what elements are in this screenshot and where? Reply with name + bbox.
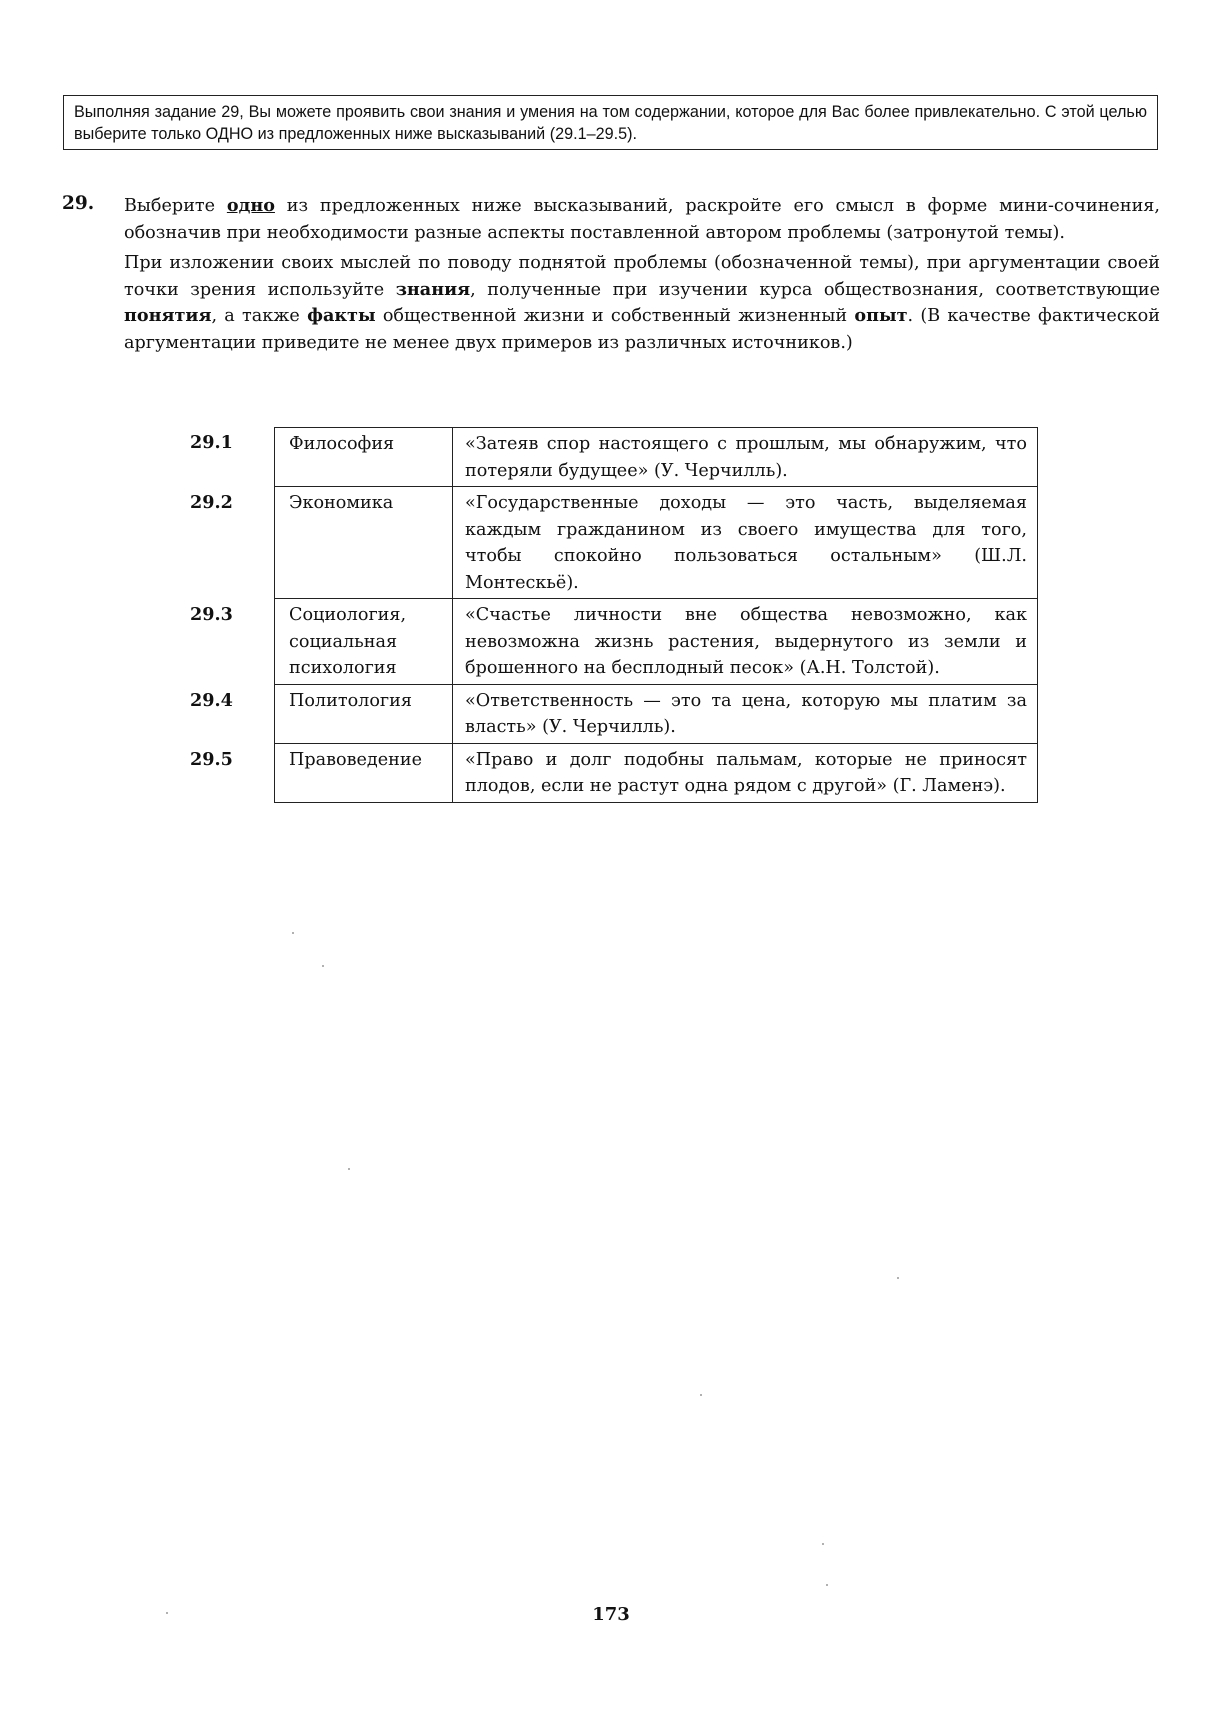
instruction-notice-box (63, 95, 1158, 150)
table-row (190, 744, 1038, 803)
scan-speck (700, 1394, 702, 1396)
option-number: 29.5 (190, 748, 233, 770)
table-row (190, 599, 1038, 685)
scan-speck (166, 1612, 168, 1614)
option-number: 29.3 (190, 604, 233, 625)
scan-speck (822, 1543, 824, 1545)
emphasis-one: одно (226, 195, 275, 216)
option-subject: Правоведение (274, 744, 452, 803)
option-subject: Экономика (274, 487, 452, 599)
scan-speck (322, 965, 324, 967)
option-number: 29.1 (190, 432, 233, 453)
option-number: 29.2 (190, 492, 233, 513)
task-paragraph-1: Выберите одно из предложенных ниже высказываний, раскройте его смысл в форме мини-сочинения, обозначив при необходимости разные аспекты поставленной автором проблемы (затронутой темы). (124, 195, 1160, 243)
option-quote: «Счастье личности вне общества невозможно, как невозможна жизнь растения, выдернутого из земли и брошенного на бесплодный песок» (А.Н. Толстой). (452, 599, 1038, 685)
option-quote: «Право и долг подобны пальмам, которые не приносят плодов, если не растут одна рядом с другой» (Г. Ламенэ). (452, 744, 1038, 803)
statements-table (190, 427, 1038, 803)
table-row (190, 427, 1038, 487)
option-number: 29.4 (190, 689, 233, 711)
emphasis-experience: опыт (854, 305, 908, 326)
task-number: 29. (62, 193, 95, 214)
task-instructions (124, 193, 1160, 360)
option-subject: Социология, социальная психология (274, 599, 452, 685)
scan-speck (897, 1277, 899, 1279)
option-quote: «Государственные доходы — это часть, выделяемая каждым гражданином из своего имущества для того, чтобы спокойно пользоваться остальным» (Ш.Л. Монтескьё). (452, 487, 1038, 599)
emphasis-knowledge: знания (395, 278, 471, 300)
scan-speck (292, 932, 294, 934)
option-subject: Философия (274, 427, 452, 487)
table-row (190, 685, 1038, 744)
page-number: 173 (592, 1604, 630, 1625)
scan-speck (348, 1168, 350, 1170)
table-row (190, 487, 1038, 599)
option-subject: Политология (274, 685, 452, 744)
option-quote: «Ответственность — это та цена, которую мы платим за власть» (У. Черчилль). (452, 685, 1038, 744)
emphasis-facts: факты (307, 305, 376, 326)
task-paragraph-2: При изложении своих мыслей по поводу поднятой проблемы (обозначенной темы), при аргументации своей точки зрения используйте знания, полученные при изучении курса обществознания, соответствующие понятия, а также факты общественной жизни и собственный жизненный опыт. (В качестве фактической аргументации приведите не менее двух примеров из различных источников.) (124, 253, 1160, 353)
instruction-notice-text: Выполняя задание 29, Вы можете проявить свои знания и умения на том содержании, которое для Вас более привлекательно. С этой целью выберите только ОДНО из предложенных ниже высказываний (29.1–29.5). (74, 103, 1147, 143)
emphasis-concepts: понятия (124, 305, 212, 326)
option-quote: «Затеяв спор настоящего с прошлым, мы обнаружим, что потеряли будущее» (У. Черчилль). (452, 427, 1038, 487)
scan-speck (826, 1584, 828, 1586)
